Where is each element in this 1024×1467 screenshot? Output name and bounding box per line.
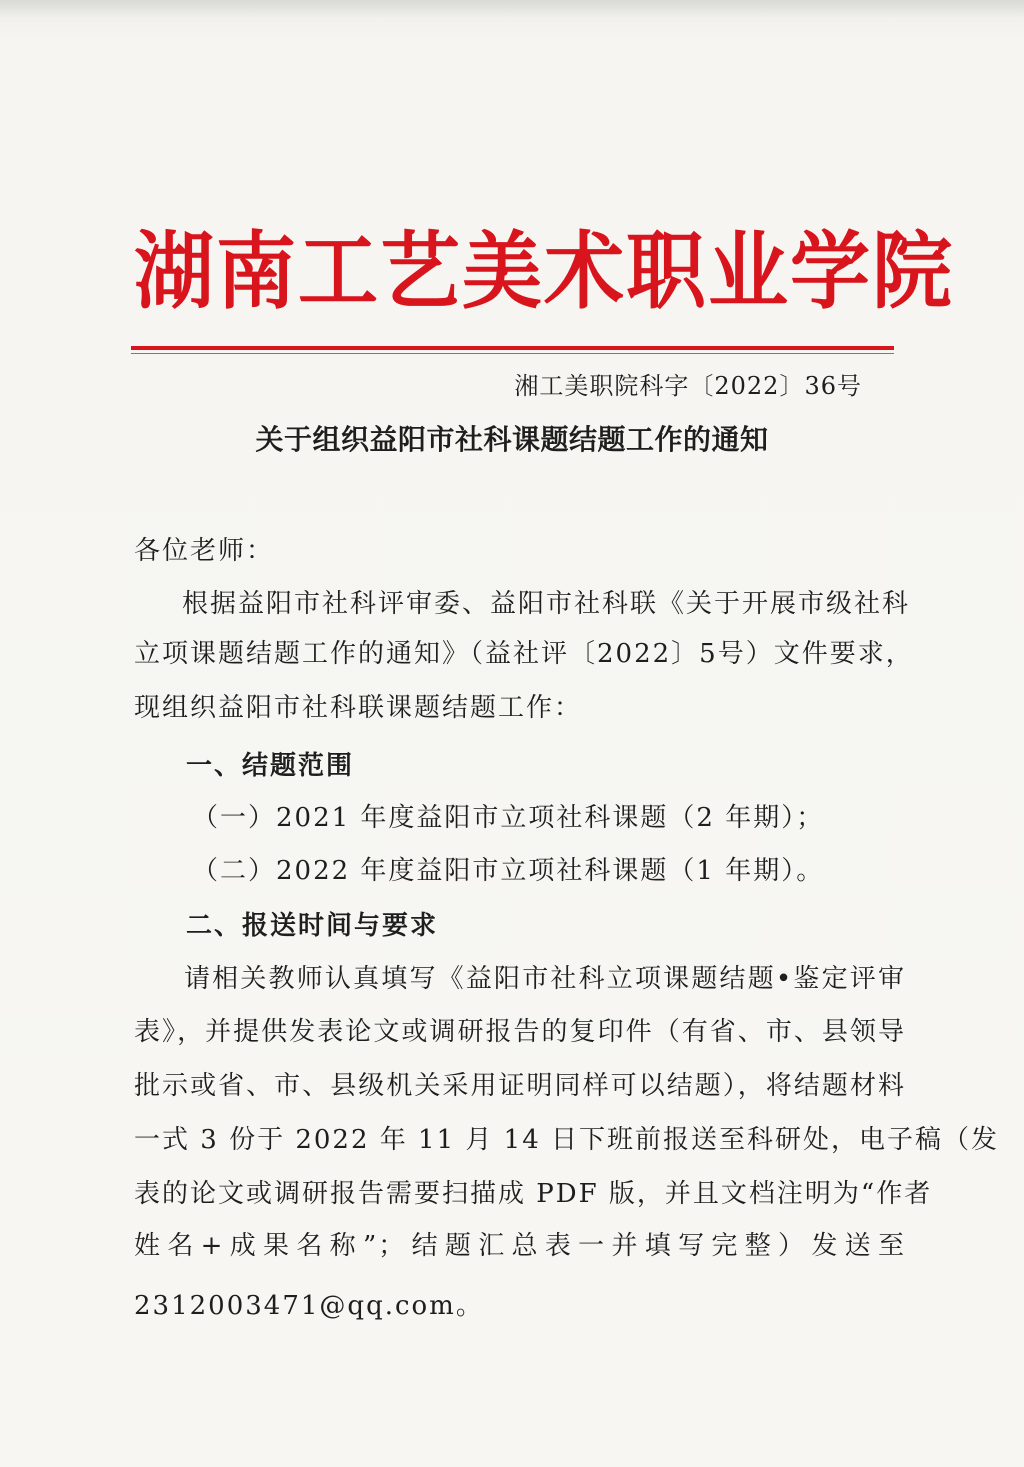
scan-edge-shadow [0, 0, 1024, 18]
section-2-line-4: 一式 3 份于 2022 年 11 月 14 日下班前报送至科研处，电子稿（发 [134, 1125, 999, 1155]
letterhead-red-rule [131, 346, 894, 350]
section-1-heading: 一、结题范围 [186, 751, 355, 781]
section-2-line-3: 批示或省、市、县级机关采用证明同样可以结题），将结题材料 [134, 1071, 906, 1101]
document-number: 湘工美职院科字〔2022〕36号 [514, 372, 862, 400]
section-2-heading: 二、报送时间与要求 [186, 911, 439, 941]
letterhead-institution-name: 湖南工艺美术职业学院 [134, 222, 954, 321]
document-title: 关于组织益阳市社科课题结题工作的通知 [255, 423, 769, 456]
salutation: 各位老师： [134, 536, 275, 566]
intro-line-2: 立项课题结题工作的通知》（益社评〔2022〕5号）文件要求， [134, 639, 914, 669]
section-2-line-6: 姓名+成果名称”；结题汇总表一并填写完整）发送至 [134, 1231, 906, 1261]
section-1-item-1: （一）2021 年度益阳市立项社科课题（2 年期）； [192, 803, 825, 833]
letterhead-red-rule-thin [131, 353, 894, 354]
section-1-item-2: （二）2022 年度益阳市立项社科课题（1 年期）。 [192, 856, 825, 886]
section-2-line-5: 表的论文或调研报告需要扫描成 PDF 版，并且文档注明为“作者 [134, 1179, 933, 1209]
section-2-line-1: 请相关教师认真填写《益阳市社科立项课题结题•鉴定评审 [184, 964, 906, 994]
section-2-line-7-email: 2312003471@qq.com。 [134, 1291, 484, 1321]
intro-line-3: 现组织益阳市社科联课题结题工作： [134, 693, 583, 723]
section-2-line-2: 表》，并提供发表论文或调研报告的复印件（有省、市、县领导 [134, 1017, 906, 1047]
intro-line-1: 根据益阳市社科评审委、益阳市社科联《关于开展市级社科 [182, 589, 911, 619]
